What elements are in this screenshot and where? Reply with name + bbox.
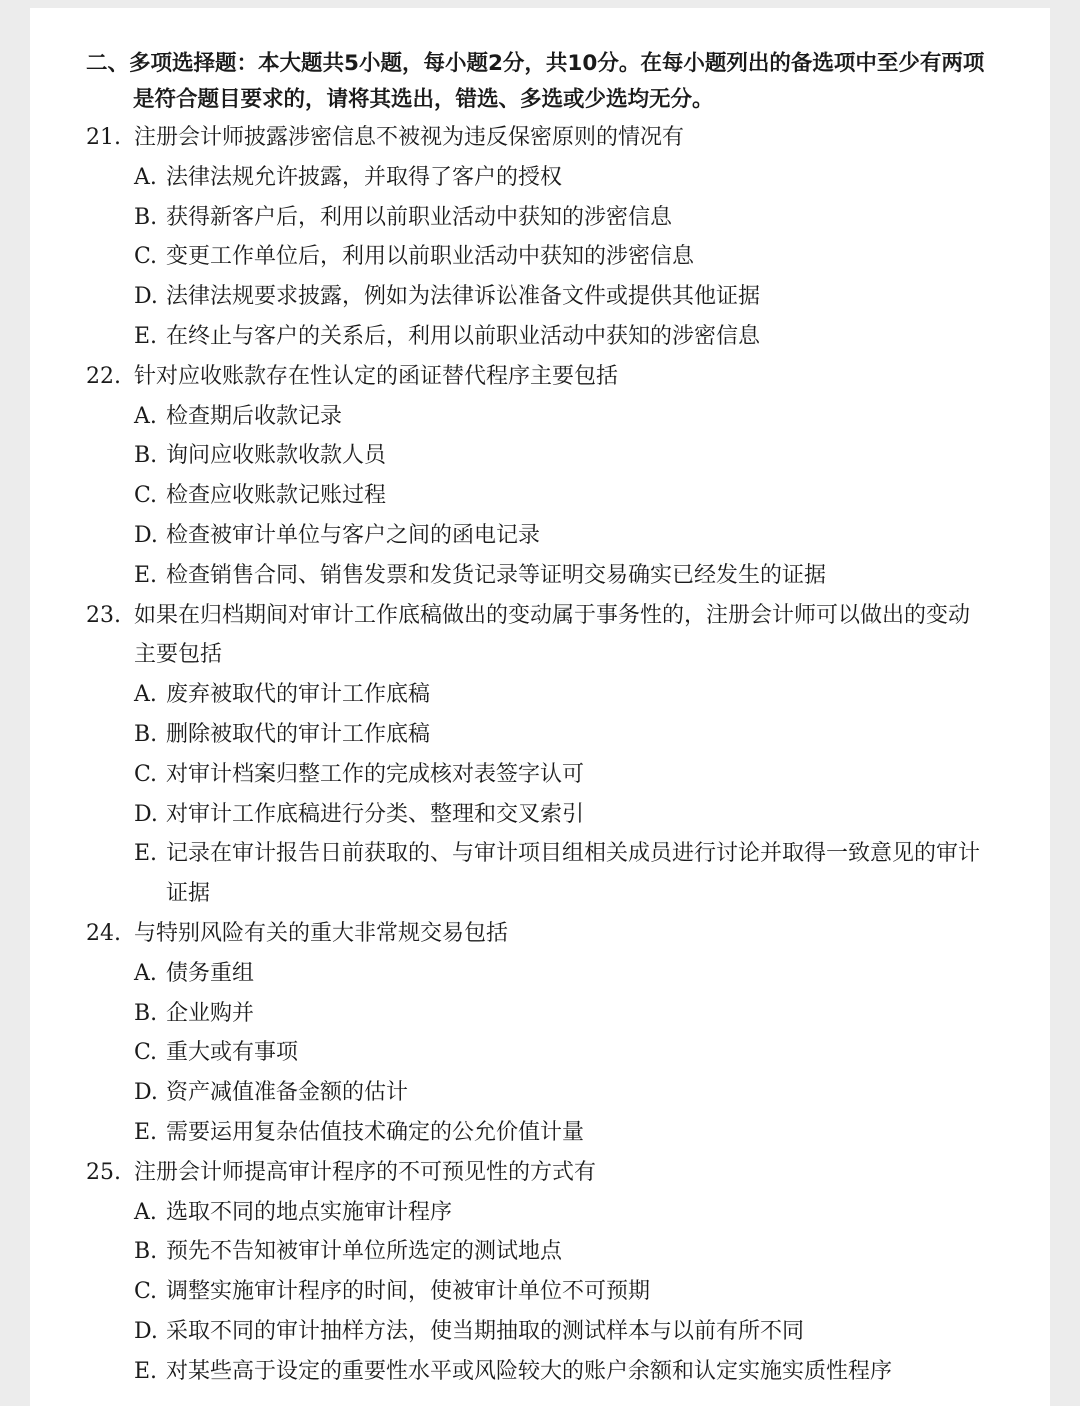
question-25 <box>86 1153 986 1193</box>
option-25-d <box>86 1312 986 1352</box>
option-letter: D. <box>134 284 158 310</box>
option-text: 预先不告知被审计单位所选定的测试地点 <box>166 1239 563 1265</box>
option-21-a <box>86 158 986 198</box>
option-letter: D. <box>134 801 158 827</box>
option-25-c <box>86 1272 986 1312</box>
option-text: 记录在审计报告日前获取的、与审计项目组相关成员进行讨论并取得一致意见的审计证据 <box>166 841 981 907</box>
option-21-d <box>86 277 986 317</box>
question-22 <box>86 357 986 397</box>
option-text: 检查应收账款记账过程 <box>166 483 387 509</box>
option-21-e <box>86 317 986 357</box>
option-letter: A. <box>134 403 157 429</box>
option-letter: A. <box>134 1199 157 1225</box>
option-text: 获得新客户后，利用以前职业活动中获知的涉密信息 <box>166 204 673 230</box>
question-text: 针对应收账款存在性认定的函证替代程序主要包括 <box>134 363 619 389</box>
option-text: 重大或有事项 <box>166 1040 299 1066</box>
option-letter: C. <box>134 761 158 787</box>
option-21-c <box>86 237 986 277</box>
option-letter: E. <box>134 1358 158 1384</box>
option-25-a <box>86 1193 986 1233</box>
option-22-c <box>86 476 986 516</box>
option-letter: A. <box>134 164 157 190</box>
option-23-b <box>86 715 986 755</box>
question-21 <box>86 118 986 158</box>
option-text: 对审计档案归整工作的完成核对表签字认可 <box>166 761 585 787</box>
option-letter: D. <box>134 1318 158 1344</box>
option-text: 资产减值准备金额的估计 <box>166 1080 409 1106</box>
option-letter: A. <box>134 960 157 986</box>
exam-content <box>86 46 986 1392</box>
option-24-d <box>86 1073 986 1113</box>
option-24-c <box>86 1033 986 1073</box>
option-text: 删除被取代的审计工作底稿 <box>166 721 431 747</box>
question-text: 注册会计师提高审计程序的不可预见性的方式有 <box>134 1159 597 1185</box>
option-letter: D. <box>134 522 158 548</box>
option-23-c <box>86 755 986 795</box>
option-23-a <box>86 675 986 715</box>
option-letter: C. <box>134 1040 158 1066</box>
section-heading: 二、多项选择题：本大题共5小题，每小题2分，共10分。在每小题列出的备选项中至少有两项是符合题目要求的，请将其选出，错选、多选或少选均无分。 <box>86 51 985 112</box>
option-21-b <box>86 198 986 238</box>
option-letter: B. <box>134 721 158 747</box>
option-text: 废弃被取代的审计工作底稿 <box>166 682 431 708</box>
option-text: 采取不同的审计抽样方法，使当期抽取的测试样本与以前有所不同 <box>166 1318 805 1344</box>
option-letter: B. <box>134 443 158 469</box>
option-letter: E. <box>134 323 158 349</box>
question-number: 23. <box>86 602 121 628</box>
option-text: 债务重组 <box>166 960 255 986</box>
question-24 <box>86 914 986 954</box>
option-letter: E. <box>134 1119 158 1145</box>
option-text: 对审计工作底稿进行分类、整理和交叉索引 <box>166 801 585 827</box>
option-text: 检查期后收款记录 <box>166 403 343 429</box>
option-22-b <box>86 436 986 476</box>
option-letter: E. <box>134 841 158 867</box>
question-number: 25. <box>86 1159 121 1185</box>
option-text: 检查销售合同、销售发票和发货记录等证明交易确实已经发生的证据 <box>166 562 827 588</box>
question-text: 注册会计师披露涉密信息不被视为违反保密原则的情况有 <box>134 125 685 150</box>
option-text: 选取不同的地点实施审计程序 <box>166 1199 453 1225</box>
document-page <box>30 8 1050 1406</box>
question-number: 21. <box>86 125 121 150</box>
option-23-d <box>86 795 986 835</box>
option-25-e <box>86 1352 986 1392</box>
option-text: 需要运用复杂估值技术确定的公允价值计量 <box>166 1119 585 1145</box>
option-24-b <box>86 994 986 1034</box>
question-text: 与特别风险有关的重大非常规交易包括 <box>134 920 509 946</box>
option-24-a <box>86 954 986 994</box>
question-23 <box>86 596 986 676</box>
option-text: 对某些高于设定的重要性水平或风险较大的账户余额和认定实施实质性程序 <box>166 1358 893 1384</box>
option-23-e <box>86 834 986 914</box>
option-text: 企业购并 <box>166 1000 255 1026</box>
option-letter: C. <box>134 483 158 509</box>
question-number: 24. <box>86 920 121 946</box>
option-letter: C. <box>134 1279 158 1305</box>
option-22-a <box>86 397 986 437</box>
option-22-e <box>86 556 986 596</box>
option-24-e <box>86 1113 986 1153</box>
option-letter: B. <box>134 204 158 230</box>
option-22-d <box>86 516 986 556</box>
option-text: 询问应收账款收款人员 <box>166 443 387 469</box>
option-text: 法律法规要求披露，例如为法律诉讼准备文件或提供其他证据 <box>166 284 761 310</box>
question-number: 22. <box>86 363 121 389</box>
option-text: 法律法规允许披露，并取得了客户的授权 <box>166 164 563 190</box>
option-letter: A. <box>134 682 157 708</box>
option-letter: D. <box>134 1080 158 1106</box>
option-text: 检查被审计单位与客户之间的函电记录 <box>166 522 541 548</box>
option-letter: C. <box>134 244 158 270</box>
option-text: 调整实施审计程序的时间，使被审计单位不可预期 <box>166 1279 651 1305</box>
option-25-b <box>86 1232 986 1272</box>
option-letter: E. <box>134 562 158 588</box>
option-letter: B. <box>134 1000 158 1026</box>
question-text: 如果在归档期间对审计工作底稿做出的变动属于事务性的，注册会计师可以做出的变动主要包括 <box>134 602 971 668</box>
option-text: 在终止与客户的关系后，利用以前职业活动中获知的涉密信息 <box>166 323 761 349</box>
option-letter: B. <box>134 1239 158 1265</box>
option-text: 变更工作单位后，利用以前职业活动中获知的涉密信息 <box>166 244 695 270</box>
